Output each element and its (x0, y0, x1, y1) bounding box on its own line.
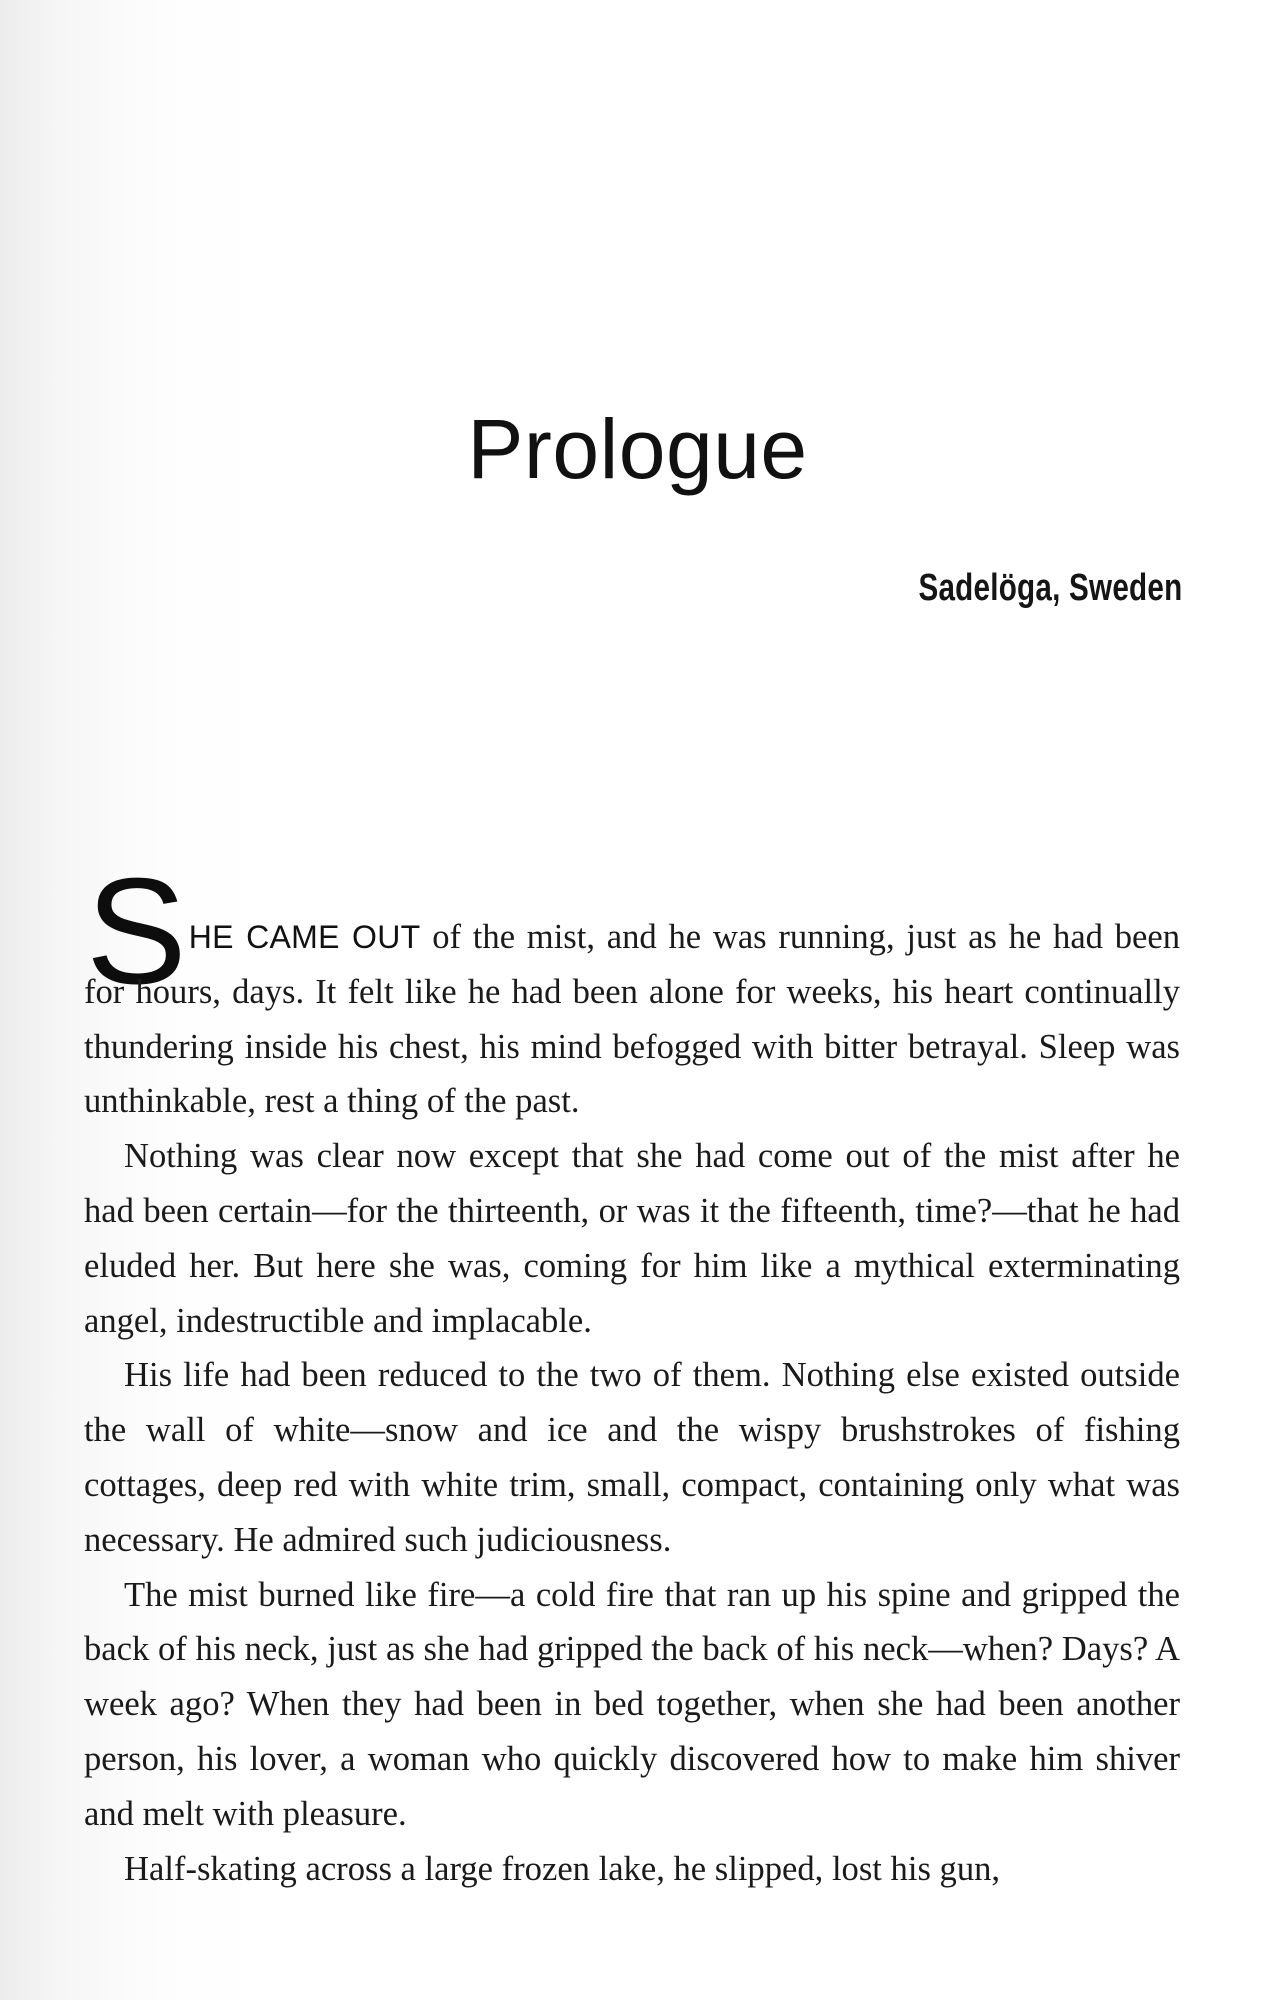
opening-paragraph (84, 846, 1180, 1129)
body-paragraph-continued: Half-skating across a large frozen lake, he slipped, lost his gun, (124, 1849, 1001, 1888)
chapter-body (84, 846, 1180, 1896)
lead-in-small-caps: HE CAME OUT (188, 919, 421, 955)
body-paragraph: The mist burned like fire—a cold fire that ran up his spine and gripped the back of his neck, just as she had gripped the back of his neck—when? Days? A week ago? When they had been in bed together, when she had been another person, his lover, a woman who quickly discovered how to make him shiver and melt with pleasure. (84, 1575, 1180, 1833)
chapter-title: Prologue (467, 402, 808, 497)
drop-cap: S (86, 846, 187, 1015)
chapter-location: Sadelöga, Sweden (918, 567, 1182, 609)
body-paragraph: His life had been reduced to the two of them. Nothing else existed outside the wall of white—snow and ice and the wispy brushstrokes of fishing cottages, deep red with white trim, small, compact, containing only what was necessary. He admired such judiciousness. (84, 1356, 1180, 1559)
opening-paragraph-text: of the mist, and he was running, just as he had been for hours, days. It felt like he had been alone for weeks, his heart continually thundering inside his chest, his mind befogged with bitter betrayal. Sleep was unthinkable, rest a thing of the past. (84, 918, 1180, 1121)
body-paragraph: Nothing was clear now except that she had come out of the mist after he had been certain—for the thirteenth, or was it the fifteenth, time?—that he had eluded her. But here she was, coming for him like a mythical exterminating angel, indestructible and implacable. (84, 1137, 1180, 1340)
